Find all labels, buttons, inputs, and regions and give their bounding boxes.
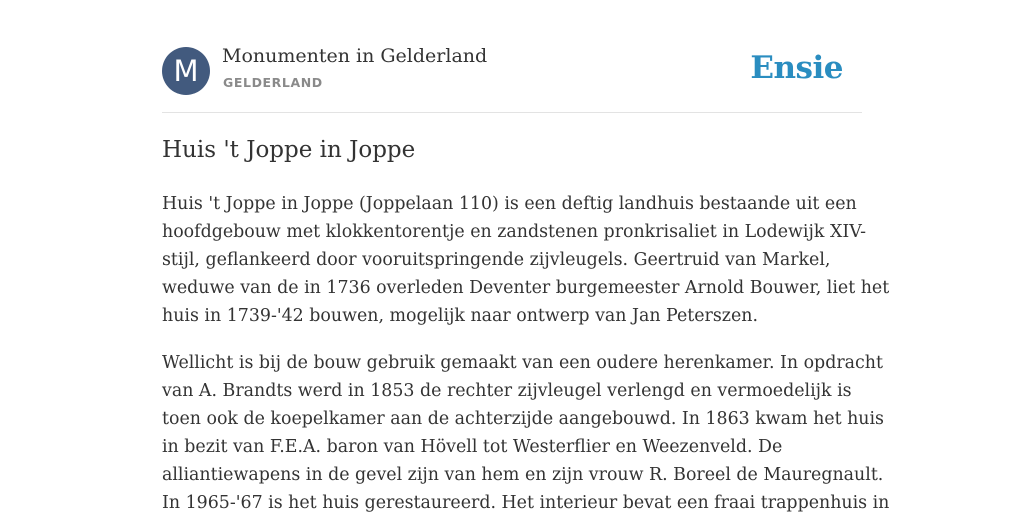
text-line: hoofdgebouw met klokkentorentje en zandstenen pronkrisaliet in Lodewijk XIV- (162, 222, 867, 242)
text-line: van A. Brandts werd in 1853 de rechter zijvleugel verlengd en vermoedelijk is (162, 381, 852, 401)
region-label[interactable]: GELDERLAND (223, 75, 323, 90)
avatar[interactable]: M (162, 47, 210, 95)
article-paragraph-1 (162, 190, 890, 330)
site-name-link[interactable]: Monumenten in Gelderland (222, 45, 488, 67)
text-line: toen ook de koepelkamer aan de achterzijde aangebouwd. In 1863 kwam het huis (162, 409, 884, 429)
article-body (162, 190, 890, 512)
page-title: Huis 't Joppe in Joppe (162, 137, 416, 163)
article-paragraph-2 (162, 349, 890, 512)
text-line: huis in 1739-'42 bouwen, mogelijk naar ontwerp van Jan Peterszen. (162, 306, 758, 326)
content-container (162, 0, 890, 512)
text-line: alliantiewapens in de gevel zijn van hem en zijn vrouw R. Boreel de Mauregnault. (162, 465, 884, 485)
text-line: Huis 't Joppe in Joppe (Joppelaan 110) is een deftig landhuis bestaande uit een (162, 194, 857, 214)
text-line: Wellicht is bij de bouw gebruik gemaakt van een oudere herenkamer. In opdracht (162, 353, 883, 373)
site-header (162, 0, 862, 113)
text-line: stijl, geflankeerd door vooruitspringende zijvleugels. Geertruid van Markel, (162, 250, 831, 270)
text-line: In 1965-'67 is het huis gerestaureerd. Het interieur bevat een fraai trappenhuis in (162, 493, 890, 512)
text-line: weduwe van de in 1736 overleden Deventer burgemeester Arnold Bouwer, liet het (162, 278, 890, 298)
text-line: in bezit van F.E.A. baron van Hövell tot Westerflier en Weezenveld. De (162, 437, 783, 457)
ensie-logo[interactable]: Ensie (750, 50, 843, 86)
